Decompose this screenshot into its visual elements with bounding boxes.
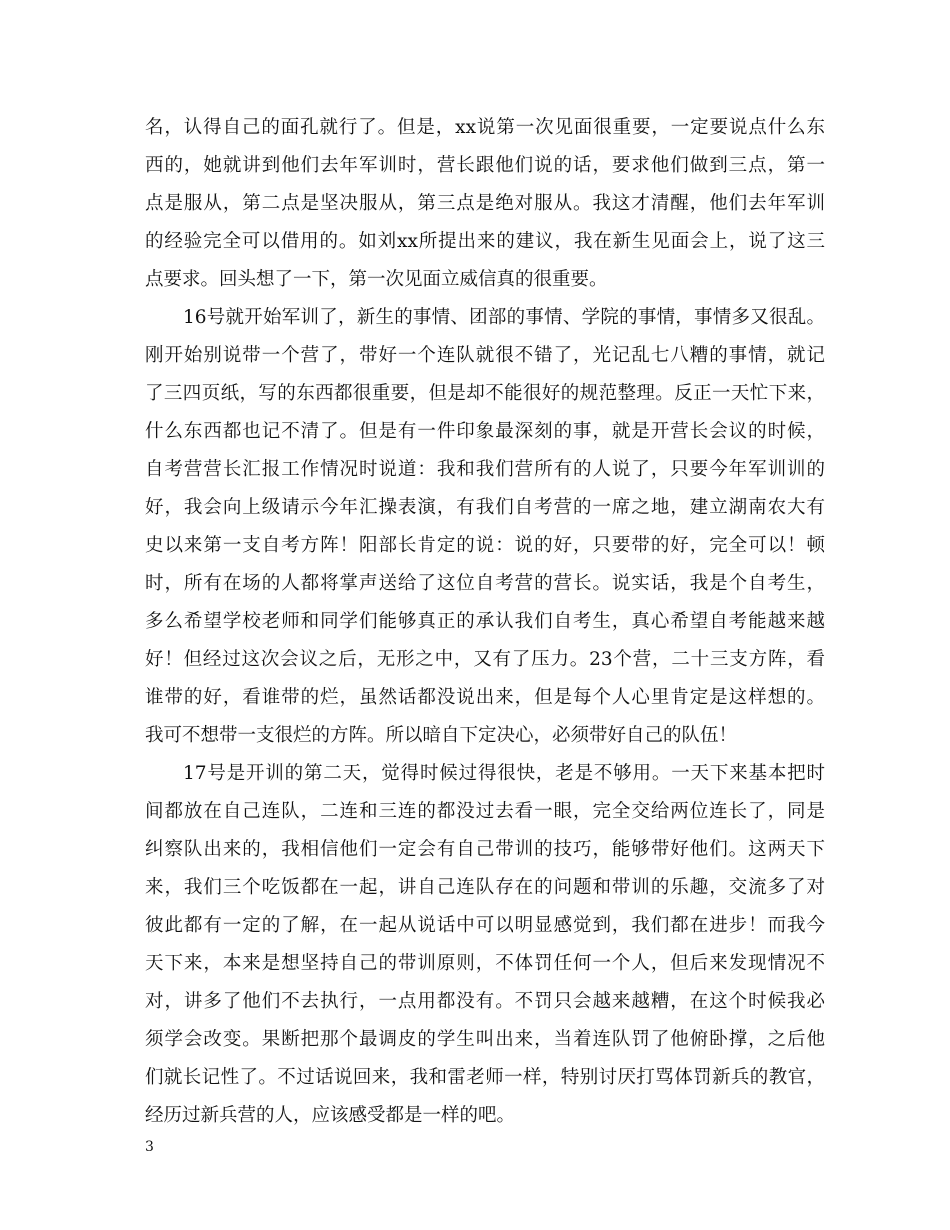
text-line: 间都放在自己连队，二连和三连的都没过去看一眼，完全交给两位连长了，同是 [145,801,825,822]
text-line: 纠察队出来的，我相信他们一定会有自己带训的技巧，能够带好他们。这两天下 [145,839,825,860]
paragraph-first-line: 17号是开训的第二天，觉得时候过得很快，老是不够用。一天下来基本把时 [183,763,825,784]
text-line: 经历过新兵营的人，应该感受都是一样的吧。 [145,1105,516,1126]
text-line: 时，所有在场的人都将掌声送给了这位自考营的营长。说实话，我是个自考生， [145,573,825,594]
text-line: 的经验完全可以借用的。如刘xx所提出来的建议，我在新生见面会上，说了这三 [145,231,825,252]
paragraph-first-line: 16号就开始军训了，新生的事情、团部的事情、学院的事情，事情多又很乱。 [183,307,825,328]
text-line: 天下来，本来是想坚持自己的带训原则，不体罚任何一个人，但后来发现情况不 [145,953,825,974]
text-line: 们就长记性了。不过话说回来，我和雷老师一样，特别讨厌打骂体罚新兵的教官， [145,1067,825,1088]
text-line: 名，认得自己的面孔就行了。但是，xx说第一次见面很重要，一定要说点什么东 [145,117,825,138]
text-line: 我可不想带一支很烂的方阵。所以暗自下定决心，必须带好自己的队伍！ [145,725,738,746]
text-line: 自考营营长汇报工作情况时说道：我和我们营所有的人说了，只要今年军训训的 [145,459,825,480]
text-line: 谁带的好，看谁带的烂，虽然话都没说出来，但是每个人心里肯定是这样想的。 [145,687,825,708]
text-line: 彼此都有一定的了解，在一起从说话中可以明显感觉到，我们都在进步！而我今 [145,915,825,936]
text-line: 点是服从，第二点是坚决服从，第三点是绝对服从。我这才清醒，他们去年军训 [145,193,825,214]
text-line: 须学会改变。果断把那个最调皮的学生叫出来，当着连队罚了他俯卧撑，之后他 [145,1029,825,1050]
text-line: 对，讲多了他们不去执行，一点用都没有。不罚只会越来越糟，在这个时候我必 [145,991,825,1012]
text-line: 好！但经过这次会议之后，无形之中，又有了压力。23个营，二十三支方阵，看 [145,649,825,670]
text-line: 西的，她就讲到他们去年军训时，营长跟他们说的话，要求他们做到三点，第一 [145,155,825,176]
text-line: 什么东西都也记不清了。但是有一件印象最深刻的事，就是开营长会议的时候， [145,421,825,442]
page-number: 3 [145,1139,154,1155]
text-line: 了三四页纸，写的东西都很重要，但是却不能很好的规范整理。反正一天忙下来， [145,383,825,404]
text-line: 刚开始别说带一个营了，带好一个连队就很不错了，光记乱七八糟的事情，就记 [145,345,825,366]
text-line: 史以来第一支自考方阵！阳部长肯定的说：说的好，只要带的好，完全可以！顿 [145,535,825,556]
text-line: 来，我们三个吃饭都在一起，讲自己连队存在的问题和带训的乐趣，交流多了对 [145,877,825,898]
text-line: 点要求。回头想了一下，第一次见面立威信真的很重要。 [145,269,608,290]
text-line: 多么希望学校老师和同学们能够真正的承认我们自考生，真心希望自考能越来越 [145,611,825,632]
text-line: 好，我会向上级请示今年汇操表演，有我们自考营的一席之地，建立湖南农大有 [145,497,825,518]
